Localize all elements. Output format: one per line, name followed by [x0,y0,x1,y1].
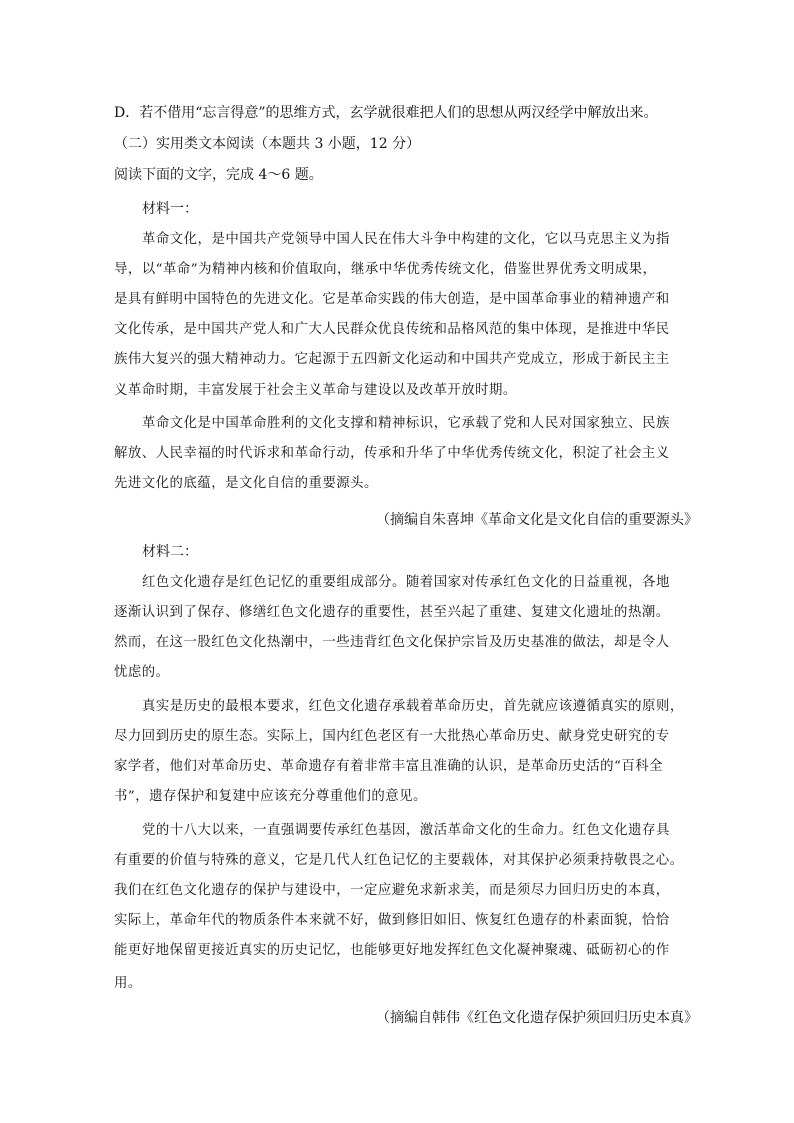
material1-label: 材料一： [142,201,198,217]
text-line: 逐渐认识到了保存、修缮红色文化遗存的重要性，甚至兴起了重建、复建文化遗址的热潮。 [114,605,670,620]
text-line: 忧虑的。 [114,665,170,680]
text-line: 然而，在这一股红色文化热潮中，一些违背红色文化保护宗旨及历史基准的做法，却是令人 [114,635,670,650]
text-line: 导，以“革命”为精神内核和价值取向，继承中华优秀传统文化，借鉴世界优秀文明成果， [114,262,657,277]
text-line: 有重要的价值与特殊的意义，它是几代人红色记忆的主要载体，对其保护必须秉持敬畏之心。 [114,853,684,868]
text-line: 革命文化，是中国共产党领导中国人民在伟大斗争中构建的文化，它以马克思主义为指 [142,232,670,247]
text-line: 我们在红色文化遗存的保护与建设中，一定应避免求新求美，而是须尽力回归历史的本真， [114,883,670,898]
text-line: 解放、人民幸福的时代诉求和革命行动，传承和升华了中华优秀传统文化，积淀了社会主义 [114,446,670,461]
text-line: 革命文化是中国革命胜利的文化支撑和精神标识，它承载了党和人民对国家独立、民族 [142,416,670,431]
text-line: 真实是历史的最根本要求，红色文化遗存承载着革命历史，首先就应该遵循真实的原则， [142,699,684,714]
text-line: 尽力回到历史的原生态。实际上，国内红色老区有一大批热心革命历史、献身党史研究的专 [114,729,670,744]
text-line: 文化传承，是中国共产党人和广大人民群众优良传统和品格风范的集中体现，是推进中华民 [114,322,670,337]
instruction: 阅读下面的文字，完成 4～6 题。 [114,167,323,183]
text-line: 义革命时期，丰富发展于社会主义革命与建设以及改革开放时期。 [114,383,517,398]
text-line: 用。 [114,976,142,991]
text-line: 是具有鲜明中国特色的先进文化。它是革命实践的伟大创造，是中国革命事业的精神遗产和 [114,292,670,307]
material2-label: 材料二： [142,544,198,560]
material1-source: （摘编自朱喜坤《革命文化是文化自信的重要源头》 [376,512,698,528]
text-line: 书”，遗存保护和复建中应该充分尊重他们的意见。 [114,789,427,804]
text-line: 红色文化遗存是红色记忆的重要组成部分。随着国家对传承红色文化的日益重视，各地 [142,575,670,590]
text-line: 党的十八大以来，一直强调要传承红色基因，激活革命文化的生命力。红色文化遗存具 [142,823,670,838]
text-line: 族伟大复兴的强大精神动力。它起源于五四新文化运动和中国共产党成立，形成于新民主主 [114,352,670,367]
section-title: （二）实用类文本阅读（本题共 3 小题，12 分） [114,136,421,152]
option-d: D．若不借用“忘言得意”的思维方式，玄学就很难把人们的思想从两汉经学中解放出来。 [114,105,658,121]
text-line: 家学者，他们对革命历史、革命遗存有着非常丰富且准确的认识，是革命历史活的“百科全 [114,759,664,774]
text-line: 实际上，革命年代的物质条件本来就不好，做到修旧如旧、恢复红色遗存的朴素面貌，恰恰 [114,913,670,928]
text-line: 先进文化的底蕴，是文化自信的重要源头。 [114,476,378,491]
material2-source: （摘编自韩伟《红色文化遗存保护须回归历史本真》 [376,1010,698,1026]
text-line: 能更好地保留更接近真实的历史记忆，也能够更好地发挥红色文化凝神聚魂、砥砺初心的作 [114,943,670,958]
